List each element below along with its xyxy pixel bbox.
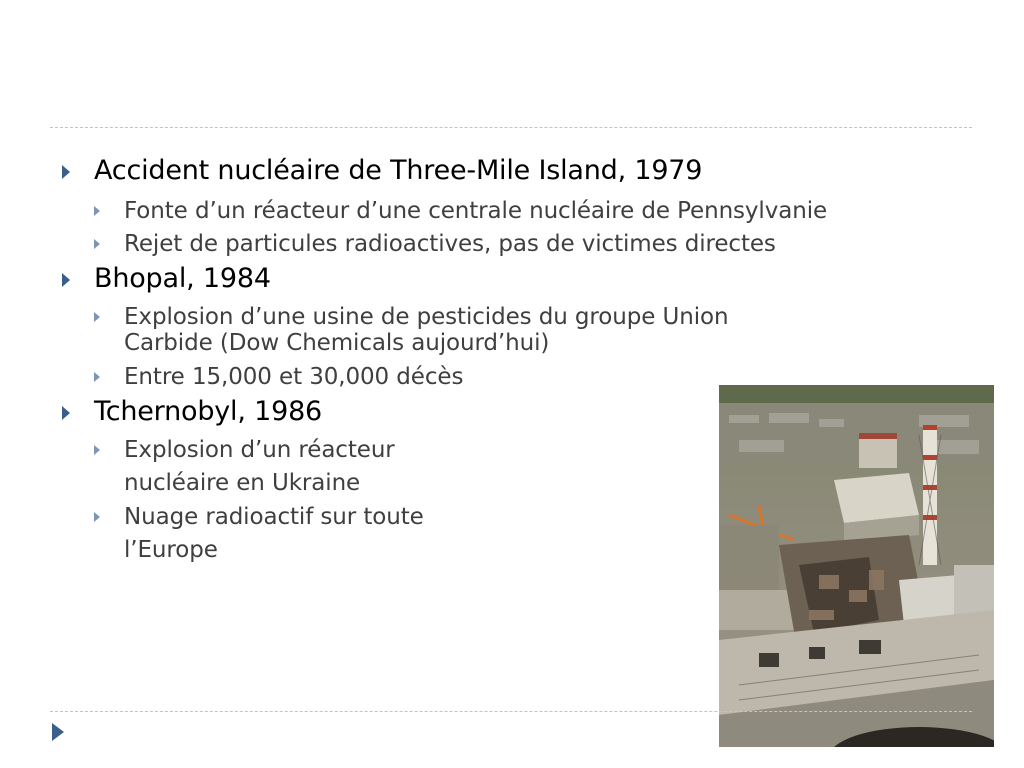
sub-bullet-icon	[94, 372, 100, 382]
sub-item-3-1-line-2: nucléaire en Ukraine	[124, 470, 361, 496]
sub-bullet-icon	[94, 312, 100, 322]
triangle-bullet-icon	[62, 406, 70, 420]
bullet-item-2: Bhopal, 1984	[94, 263, 271, 294]
sub-item-2-1-line-1: Explosion d’une usine de pesticides du groupe Union	[124, 304, 729, 330]
sub-item-3-2-line-1: Nuage radioactif sur toute	[124, 504, 424, 530]
sub-item-1-2: Rejet de particules radioactives, pas de victimes directes	[124, 231, 776, 257]
triangle-bullet-icon	[62, 273, 70, 287]
sub-item-1-1: Fonte d’un réacteur d’une centrale nucléaire de Pennsylvanie	[124, 198, 828, 224]
next-slide-arrow-icon[interactable]	[52, 723, 64, 741]
sub-bullet-icon	[94, 445, 100, 455]
sub-bullet-icon	[94, 512, 100, 522]
chernobyl-aerial-photo	[719, 385, 994, 747]
sub-item-3-2-line-2: l’Europe	[124, 537, 218, 563]
sub-item-2-1-line-2: Carbide (Dow Chemicals aujourd’hui)	[124, 330, 550, 356]
top-divider	[50, 127, 972, 128]
sub-item-3-1-line-1: Explosion d’un réacteur	[124, 437, 395, 463]
sub-bullet-icon	[94, 206, 100, 216]
bottom-divider	[50, 711, 972, 712]
triangle-bullet-icon	[62, 165, 70, 179]
bullet-item-1: Accident nucléaire de Three-Mile Island, 1979	[94, 155, 703, 186]
sub-bullet-icon	[94, 239, 100, 249]
bullet-item-3: Tchernobyl, 1986	[94, 396, 323, 427]
sub-item-2-2: Entre 15,000 et 30,000 décès	[124, 364, 464, 390]
